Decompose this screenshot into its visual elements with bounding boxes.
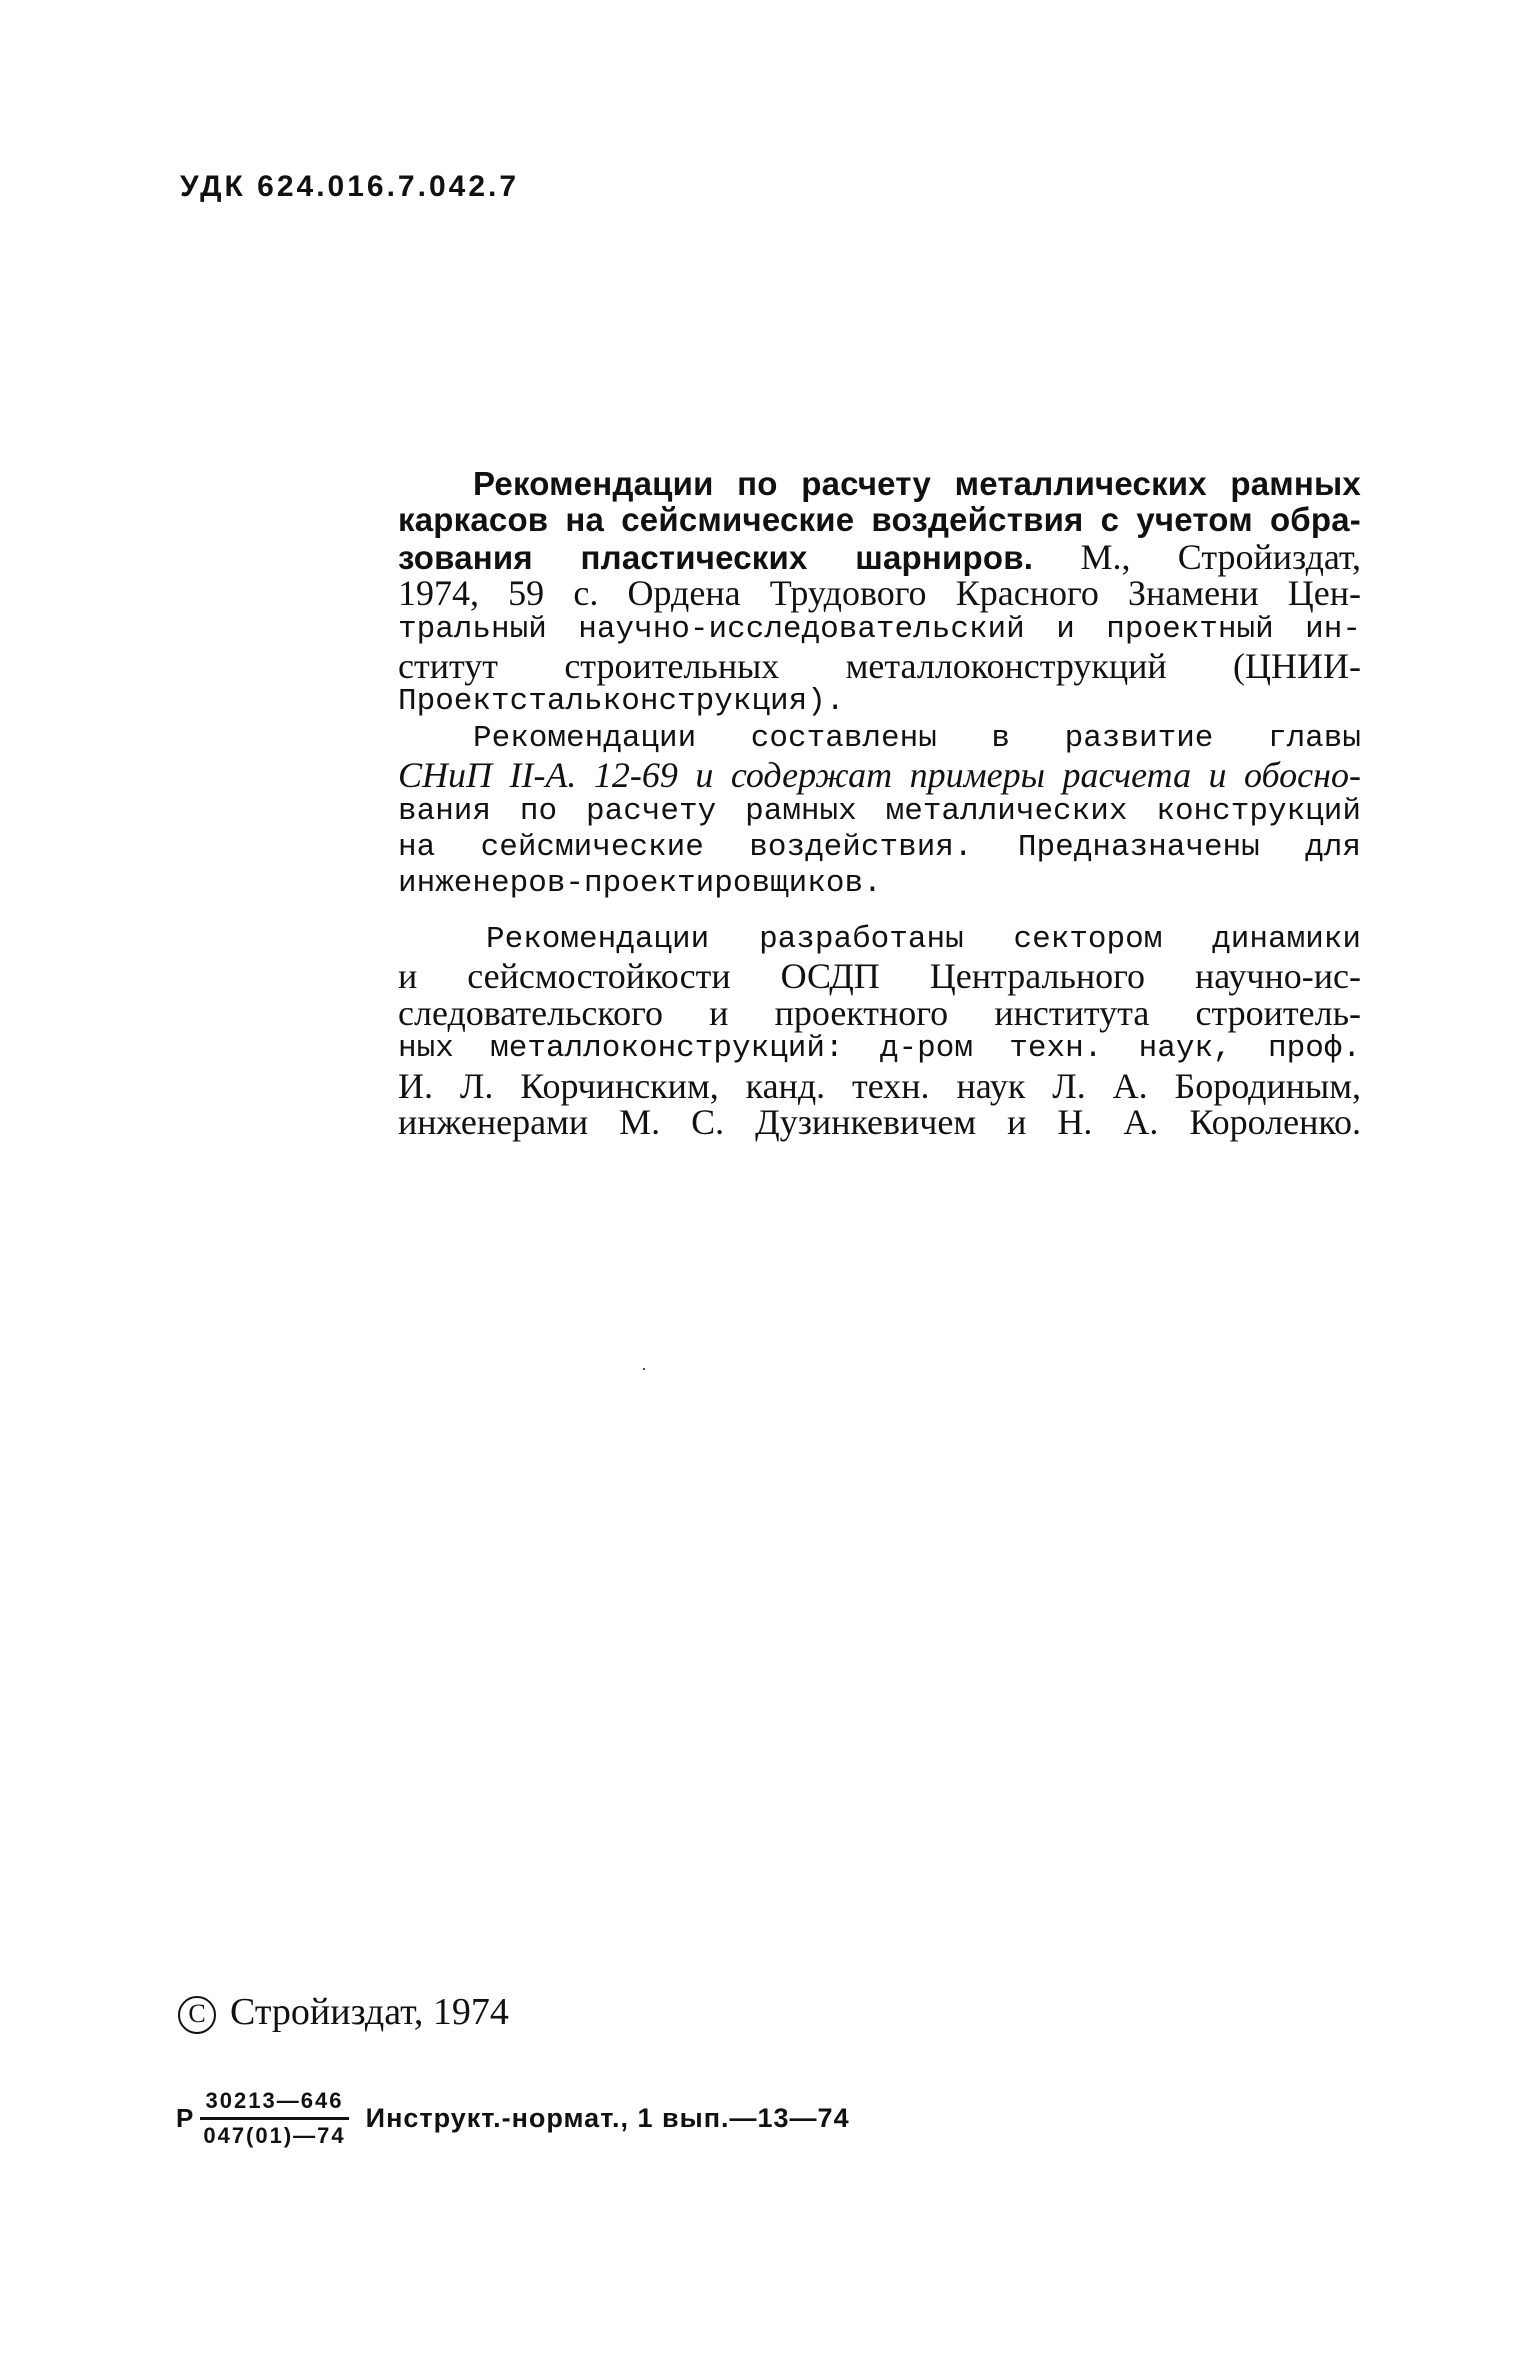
imprint-prefix: Р: [176, 2103, 194, 2133]
copyright-icon: C: [178, 1996, 216, 2034]
abstract-line: каркасов на сейсмические воздействия с учетом обра-: [398, 501, 1361, 539]
copyright-text: Стройиздат, 1974: [230, 1991, 509, 2033]
authors-block: [398, 922, 1361, 1140]
abstract-line: 1974, 59 с. Ордена Трудового Красного Знамени Цен-: [398, 573, 1361, 614]
imprint-denominator: 047(01)—74: [203, 2123, 346, 2148]
abstract-line: Проектстальконструкция).: [398, 684, 845, 720]
authors-line: инженерами М. С. Дузинкевичем и Н. А. Короленко.: [398, 1101, 1361, 1142]
abstract-block: [398, 466, 1361, 903]
imprint-fraction: [197, 2088, 351, 2149]
abstract-line: [398, 536, 1361, 577]
abstract-line: СНиП II-А. 12-69 и содержат примеры расчета и обосно-: [398, 755, 1361, 796]
abstract-line-part: зования пластических шарниров.: [398, 538, 1034, 576]
imprint-text: Инструкт.-нормат., 1 вып.—13—74: [365, 2103, 850, 2133]
abstract-line-part: М., Стройиздат,: [1080, 536, 1361, 577]
abstract-line: Рекомендации составлены в развитие главы: [473, 720, 1361, 756]
copyright-line: [178, 1990, 509, 2034]
udk-code: УДК 624.016.7.042.7: [180, 170, 520, 203]
imprint-numerator: 30213—646: [200, 2088, 350, 2120]
abstract-line: тральный научно-исследовательский и проектный ин-: [398, 611, 1361, 647]
authors-line: Рекомендации разработаны сектором динамики: [486, 922, 1361, 957]
abstract-line: на сейсмические воздействия. Предназначены для: [398, 829, 1361, 865]
print-speck: [643, 1368, 645, 1370]
authors-line: ных металлоконструкций: д-ром техн. наук, проф.: [398, 1031, 1361, 1067]
abstract-line: инженеров-проектировщиков.: [398, 866, 882, 902]
imprint-line: [176, 2088, 850, 2149]
authors-line: И. Л. Корчинским, канд. техн. наук Л. А. Бородиным,: [398, 1065, 1361, 1106]
abstract-line: Рекомендации по расчету металлических рамных: [473, 465, 1361, 502]
authors-line: и сейсмостойкости ОСДП Центрального научно-ис-: [398, 956, 1361, 997]
abstract-line: вания по расчету рамных металлических конструкций: [398, 793, 1361, 829]
authors-line: следовательского и проектного института строитель-: [398, 992, 1361, 1033]
abstract-line: ститут строительных металлоконструкций (ЦНИИ-: [398, 645, 1361, 686]
